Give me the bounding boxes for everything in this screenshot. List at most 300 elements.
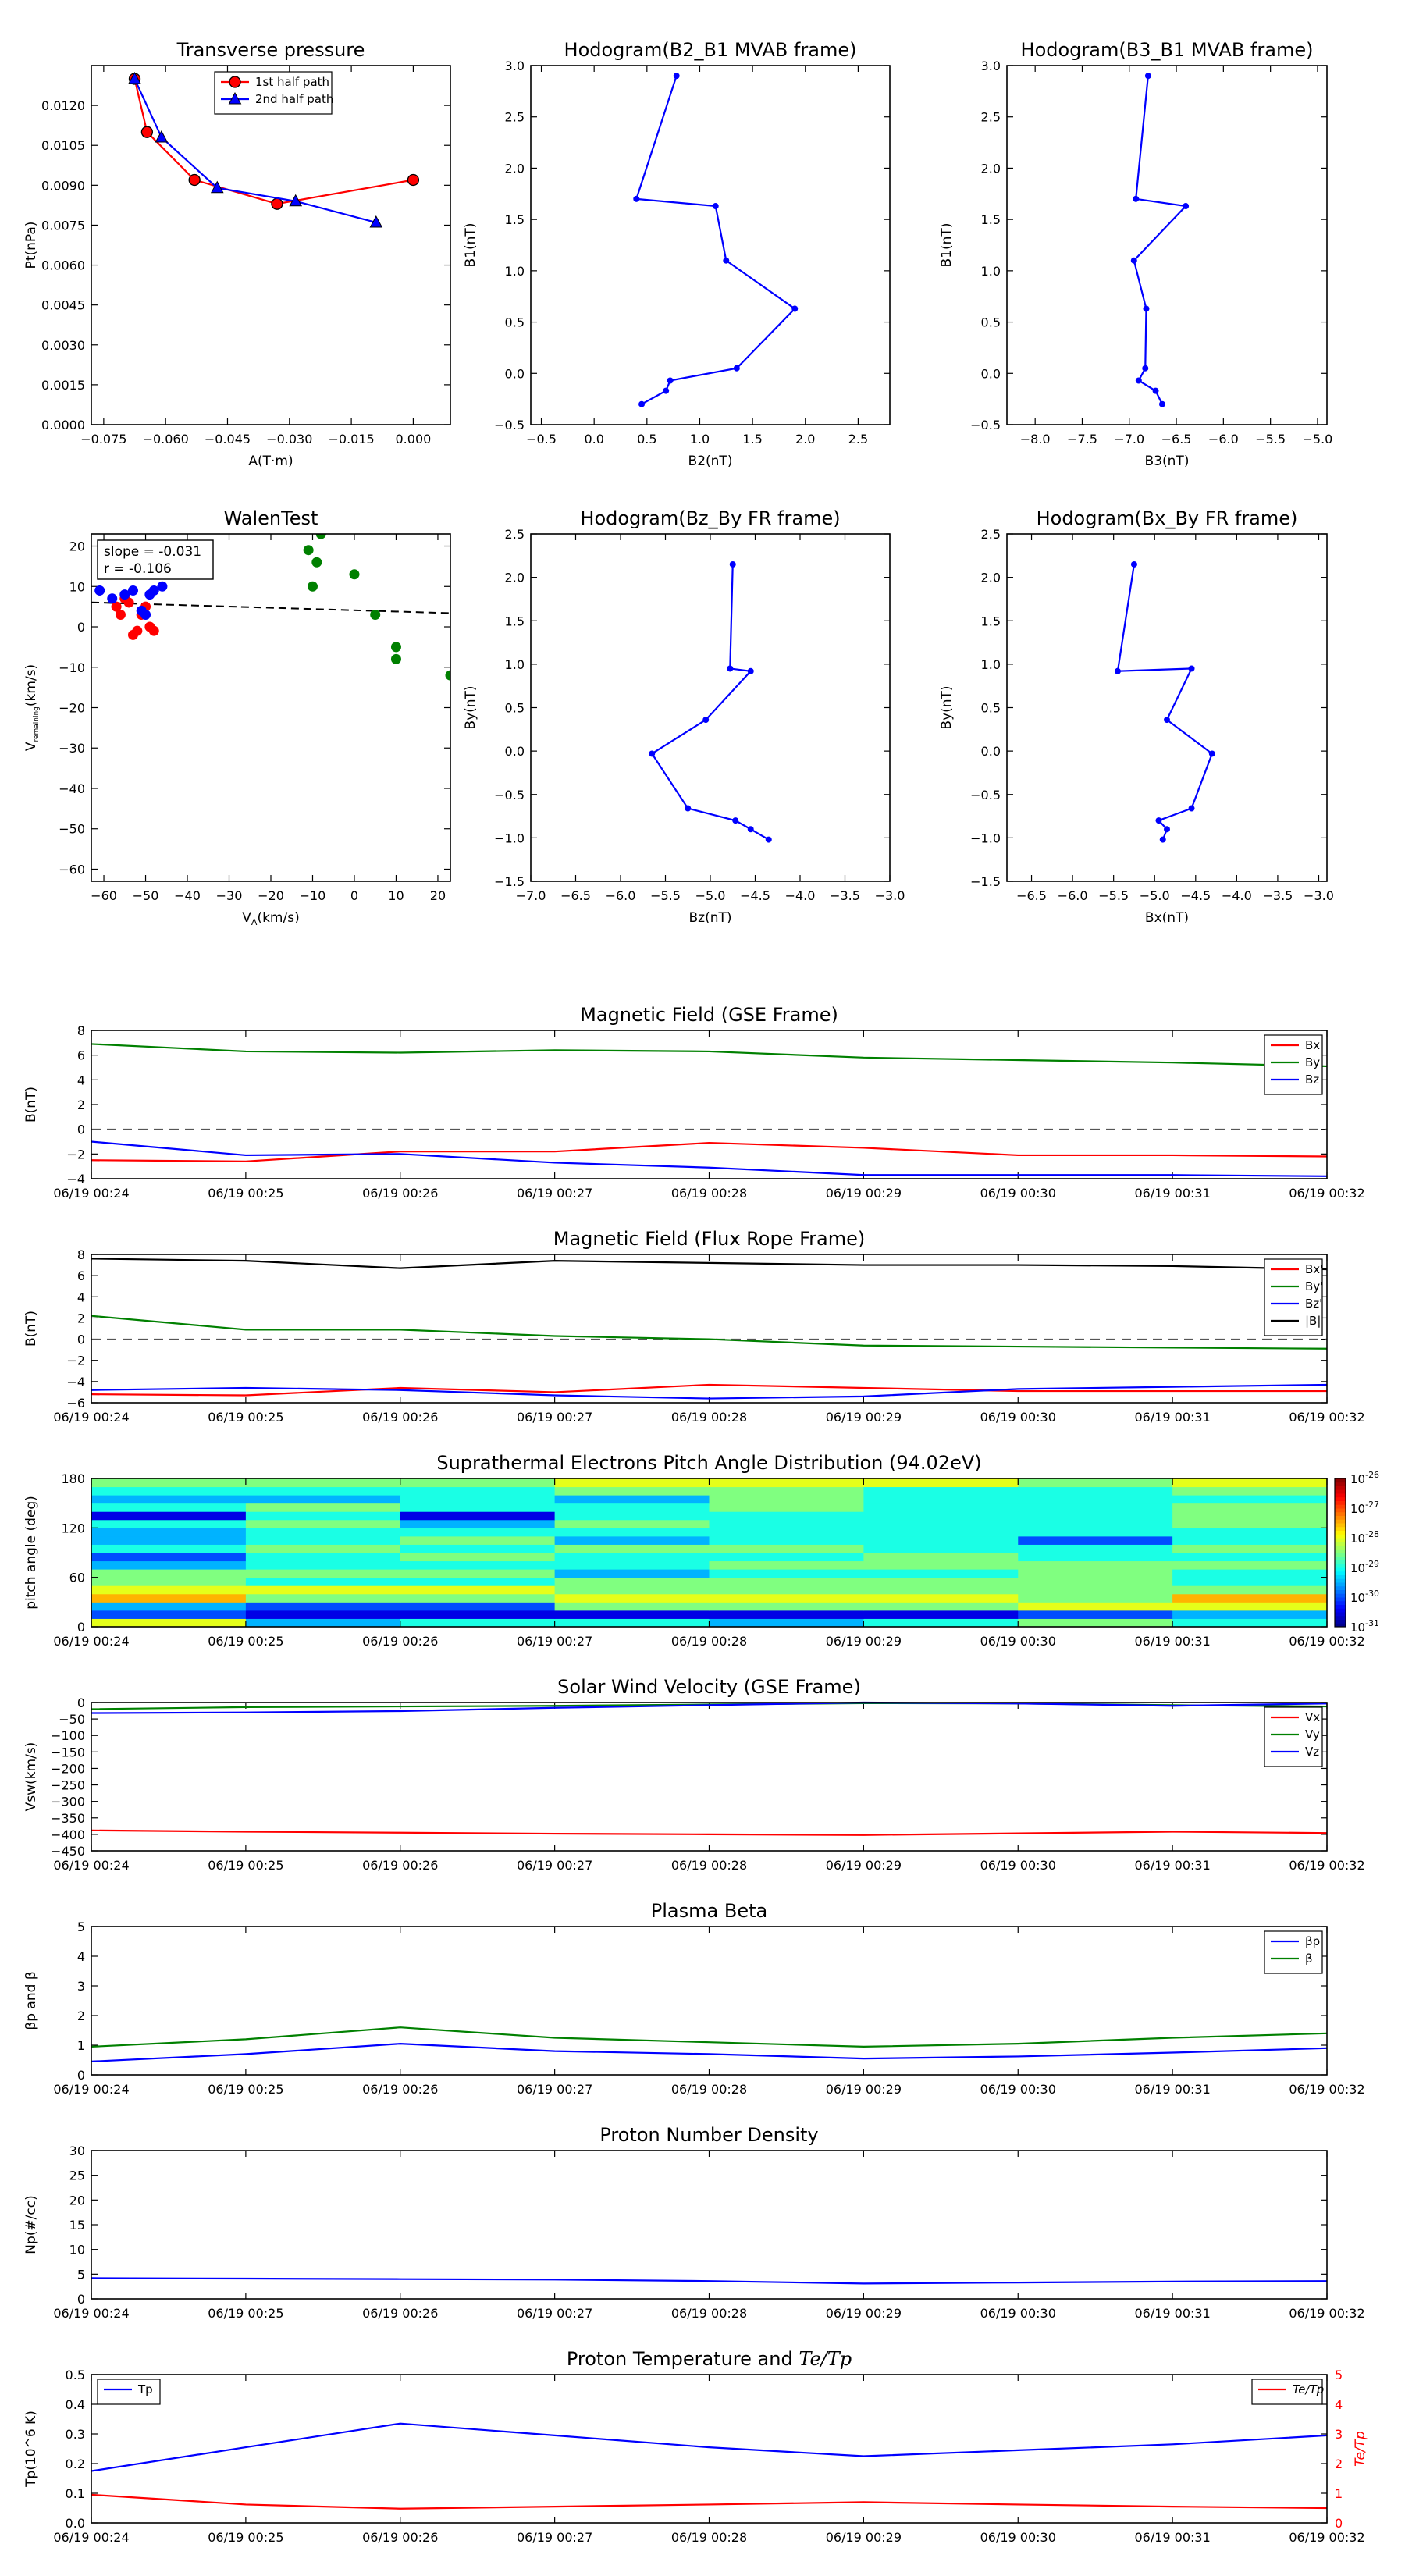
pad-title: Suprathermal Electrons Pitch Angle Distribution (94.02eV) (436, 1452, 982, 1474)
walen-data-point (370, 610, 380, 620)
vsw-ytick-label: 0 (76, 1695, 85, 1710)
h3-xtick-label: −7.0 (515, 888, 546, 903)
tp-ylabel2: Te/Tp (1353, 2431, 1368, 2467)
h4-data-point (1160, 837, 1166, 843)
h2-xtick-label: −6.0 (1208, 432, 1239, 447)
pad-colorbar-segment (1335, 1478, 1346, 1482)
pad-cell (400, 1495, 555, 1503)
walen-ytick-label: −20 (59, 700, 85, 716)
h2-ytick-label: 1.0 (980, 263, 1001, 279)
tp-xtick-label: 06/19 00:27 (516, 2530, 593, 2545)
h2-data-point (1143, 305, 1149, 311)
beta-title: Plasma Beta (650, 1900, 768, 1922)
pad-cell (863, 1610, 1018, 1619)
pad-cell (400, 1553, 555, 1561)
bgse-plot-frame (91, 1030, 1327, 1179)
pad-cell (863, 1503, 1018, 1512)
pad-cell (710, 1578, 864, 1586)
walen-data-point (308, 582, 318, 592)
tp-ytick2-label: 2 (1335, 2457, 1343, 2471)
pad-cell (863, 1602, 1018, 1610)
h4-title: Hodogram(Bx_By FR frame) (1036, 507, 1298, 529)
pad-cell (555, 1536, 710, 1545)
tp-xtick-label: 06/19 00:24 (53, 2530, 130, 2545)
vsw-xtick-label: 06/19 00:31 (1134, 1858, 1211, 1873)
h4-data-point (1164, 826, 1170, 832)
beta-legend-label: β (1305, 1952, 1313, 1966)
tp-right-legend-label: Te/Tp (1293, 2382, 1325, 2396)
h2-data-point (1131, 258, 1137, 264)
pad-cell (246, 1594, 400, 1603)
h1-xtick-label: 0.0 (584, 432, 604, 447)
pad-colorbar-segment (1335, 1557, 1346, 1560)
pad-cell (1172, 1503, 1327, 1512)
pad-cell (246, 1544, 400, 1553)
pad-cell (1172, 1610, 1327, 1619)
tp-ytick2-label: 0 (1335, 2516, 1343, 2531)
pad-ytick-label: 0 (76, 1620, 85, 1635)
pad-colorbar-label: $10^{-28}$ (1350, 1529, 1380, 1546)
bfr-ytick-label: 4 (76, 1290, 85, 1305)
pad-cell (710, 1544, 864, 1553)
pad-colorbar-segment (1335, 1590, 1346, 1594)
walen-data-point (132, 626, 142, 636)
h3-xtick-label: −4.5 (740, 888, 770, 903)
pad-cell (863, 1561, 1018, 1570)
bgse-series-line (91, 1143, 1327, 1162)
h4-ytick-label: 0.0 (980, 744, 1001, 760)
h1-ytick-label: 1.5 (504, 212, 525, 228)
vsw-chart (23, 1676, 1365, 1873)
pad-cell (1172, 1487, 1327, 1496)
h1-xtick-label: −0.5 (526, 432, 557, 447)
pad-cell (91, 1528, 246, 1536)
pad-colorbar-segment (1335, 1616, 1346, 1620)
h1-chart (463, 39, 890, 469)
pad-colorbar-segment (1335, 1534, 1346, 1538)
pad-cell (555, 1478, 710, 1487)
h4-ytick-label: 1.5 (980, 614, 1001, 629)
vsw-xtick-label: 06/19 00:32 (1289, 1858, 1365, 1873)
vsw-ytick-label: −450 (51, 1844, 85, 1859)
beta-xtick-label: 06/19 00:31 (1134, 2082, 1211, 2097)
pad-cell (710, 1610, 864, 1619)
bgse-legend-label: Bx (1305, 1038, 1321, 1052)
pad-ytick-label: 180 (61, 1471, 85, 1486)
beta-ytick-label: 4 (76, 1949, 85, 1964)
pad-colorbar-segment (1335, 1578, 1346, 1582)
pad-cell (1172, 1511, 1327, 1520)
pad-colorbar-segment (1335, 1486, 1346, 1490)
walen-xtick-label: −50 (132, 888, 159, 903)
h3-title: Hodogram(Bz_By FR frame) (580, 507, 841, 529)
pad-cell (91, 1578, 246, 1586)
pad-xtick-label: 06/19 00:28 (670, 1634, 748, 1649)
pad-cell (1172, 1585, 1327, 1594)
bgse-ytick-label: −2 (66, 1147, 85, 1162)
pad-cell (246, 1495, 400, 1503)
vsw-xtick-label: 06/19 00:26 (362, 1858, 439, 1873)
tp-ytick-label: 0.5 (65, 2368, 85, 2382)
vsw-xtick-label: 06/19 00:29 (825, 1858, 902, 1873)
pt-xtick-label: −0.045 (204, 432, 251, 447)
h3-ylabel: By(nT) (463, 685, 478, 730)
beta-ytick-label: 3 (76, 1979, 85, 1994)
h3-data-point (748, 668, 754, 674)
pad-colorbar-segment (1335, 1519, 1346, 1523)
vsw-xtick-label: 06/19 00:25 (208, 1858, 284, 1873)
bgse-xtick-label: 06/19 00:28 (670, 1186, 748, 1201)
h1-xtick-label: 1.0 (689, 432, 710, 447)
h4-ytick-label: −1.0 (970, 831, 1001, 846)
pt-legend-label: 1st half path (255, 75, 330, 89)
h4-plot-area (1115, 561, 1215, 843)
bfr-chart (23, 1228, 1365, 1425)
walen-data-point (107, 593, 117, 603)
pt-ytick-label: 0.0045 (41, 297, 85, 313)
pad-colorbar-segment (1335, 1571, 1346, 1575)
pad-cell (1172, 1478, 1327, 1487)
pad-cell (555, 1544, 710, 1553)
h1-data-point (713, 203, 719, 209)
pad-cell (1172, 1495, 1327, 1503)
pad-cell (400, 1618, 555, 1627)
h3-ytick-label: −1.0 (494, 831, 525, 846)
pt-ytick-label: 0.0075 (41, 218, 85, 233)
bfr-xtick-label: 06/19 00:26 (362, 1410, 439, 1425)
pad-cell (246, 1478, 400, 1487)
pad-cell (710, 1478, 864, 1487)
pad-colorbar-segment (1335, 1612, 1346, 1616)
pad-cell (1018, 1495, 1172, 1503)
pad-cell (1018, 1569, 1172, 1578)
h3-data-point (649, 750, 655, 756)
h4-ytick-label: 2.0 (980, 570, 1001, 585)
bfr-xtick-label: 06/19 00:29 (825, 1410, 902, 1425)
h3-ytick-label: 0.0 (504, 744, 525, 760)
pad-cell (1172, 1561, 1327, 1570)
np-title: Proton Number Density (599, 2124, 819, 2146)
h1-data-point (791, 305, 798, 311)
bfr-series-line (91, 1316, 1327, 1349)
pad-cell (246, 1520, 400, 1528)
pad-cell (863, 1495, 1018, 1503)
pad-ytick-label: 120 (61, 1521, 85, 1536)
pad-colorbar-segment (1335, 1516, 1346, 1520)
h3-data-point (685, 806, 691, 812)
pt-plot-frame (91, 66, 450, 425)
bfr-ytick-label: −4 (66, 1374, 85, 1389)
pad-cell (863, 1536, 1018, 1545)
pt-data-point (189, 175, 200, 186)
np-ylabel: Np(#/cc) (23, 2195, 39, 2254)
np-xtick-label: 06/19 00:30 (980, 2306, 1056, 2321)
h3-data-point (766, 837, 772, 843)
bfr-ytick-label: 2 (76, 1311, 85, 1326)
pad-colorbar-segment (1335, 1560, 1346, 1564)
pad-cell (1172, 1594, 1327, 1603)
h1-data-point (667, 377, 674, 383)
vsw-xtick-label: 06/19 00:27 (516, 1858, 593, 1873)
pad-xtick-label: 06/19 00:26 (362, 1634, 439, 1649)
vsw-xtick-label: 06/19 00:30 (980, 1858, 1056, 1873)
pad-cell (400, 1602, 555, 1610)
pt-ytick-label: 0.0015 (41, 377, 85, 393)
h2-ytick-label: 3.0 (980, 59, 1001, 73)
vsw-plot-frame (91, 1703, 1327, 1851)
pad-colorbar-segment (1335, 1531, 1346, 1535)
pad-colorbar-segment (1335, 1482, 1346, 1486)
vsw-ytick-label: −350 (51, 1810, 85, 1826)
h3-xtick-label: −3.5 (830, 888, 860, 903)
h4-data-point (1164, 717, 1170, 723)
h2-xtick-label: −5.0 (1302, 432, 1333, 447)
h3-xtick-label: −6.0 (605, 888, 636, 903)
pad-cell (710, 1561, 864, 1570)
pad-cell (91, 1520, 246, 1528)
pad-colorbar-segment (1335, 1549, 1346, 1553)
h4-xtick-label: −4.0 (1221, 888, 1252, 903)
h1-ylabel: B1(nT) (463, 222, 478, 268)
pad-colorbar-segment (1335, 1620, 1346, 1624)
tp-ytick-label: 0.1 (65, 2486, 85, 2501)
beta-series-line (91, 2027, 1327, 2047)
pad-colorbar-segment (1335, 1582, 1346, 1586)
pad-cell (863, 1528, 1018, 1536)
pad-colorbar-segment (1335, 1608, 1346, 1612)
pad-cell (1018, 1553, 1172, 1561)
pad-xtick-label: 06/19 00:25 (208, 1634, 284, 1649)
walen-chart (23, 507, 456, 927)
pad-cell (1018, 1478, 1172, 1487)
pad-colorbar-segment (1335, 1553, 1346, 1557)
bgse-chart (23, 1004, 1365, 1201)
pad-cell (1172, 1544, 1327, 1553)
bgse-ytick-label: 0 (76, 1122, 85, 1137)
pad-cell (1018, 1561, 1172, 1570)
pad-cell (400, 1536, 555, 1545)
pad-cell (246, 1528, 400, 1536)
h3-plot-area (649, 561, 772, 843)
tp-left-legend-label: Tp (138, 2382, 153, 2396)
pt-ytick-label: 0.0000 (41, 418, 85, 432)
pad-xtick-label: 06/19 00:31 (1134, 1634, 1211, 1649)
pt-xtick-label: −0.075 (80, 432, 127, 447)
pad-cell (555, 1578, 710, 1586)
vsw-ytick-label: −50 (59, 1712, 85, 1727)
pt-ytick-label: 0.0120 (41, 98, 85, 114)
h4-xtick-label: −5.5 (1098, 888, 1129, 903)
pad-colorbar-segment (1335, 1593, 1346, 1597)
walen-xtick-label: −30 (215, 888, 243, 903)
tp-xtick-label: 06/19 00:29 (825, 2530, 902, 2545)
pad-cell (555, 1569, 710, 1578)
pad-cell (246, 1511, 400, 1520)
pad-colorbar-segment (1335, 1527, 1346, 1531)
tp-xtick-label: 06/19 00:26 (362, 2530, 439, 2545)
h3-data-point (702, 717, 709, 723)
bfr-plot-frame (91, 1254, 1327, 1403)
bfr-xtick-label: 06/19 00:32 (1289, 1410, 1365, 1425)
h3-ytick-label: 2.5 (504, 527, 525, 542)
np-series-line (91, 2278, 1327, 2283)
np-xtick-label: 06/19 00:28 (670, 2306, 748, 2321)
pad-cell (400, 1561, 555, 1570)
pad-cell (863, 1511, 1018, 1520)
walen-ytick-label: 10 (69, 579, 85, 595)
np-xtick-label: 06/19 00:29 (825, 2306, 902, 2321)
h2-ytick-label: 1.5 (980, 212, 1001, 228)
pad-colorbar-segment (1335, 1538, 1346, 1542)
h4-series-line (1118, 564, 1212, 840)
walen-data-point (140, 610, 151, 620)
walen-ylabel: $V_{remaining}(km/s)$ (23, 664, 41, 752)
h1-ytick-label: 1.0 (504, 263, 525, 279)
pad-colorbar-segment (1335, 1567, 1346, 1571)
h4-ytick-label: 0.5 (980, 700, 1001, 716)
h3-series-line (652, 564, 769, 840)
pt-xtick-label: −0.015 (328, 432, 375, 447)
pad-cell (400, 1578, 555, 1586)
h1-title: Hodogram(B2_B1 MVAB frame) (564, 39, 857, 61)
beta-ytick-label: 5 (76, 1920, 85, 1934)
pt-legend-marker (229, 76, 240, 87)
h4-data-point (1189, 665, 1195, 671)
pad-colorbar-segment (1335, 1564, 1346, 1567)
pad-colorbar-label: $10^{-26}$ (1350, 1470, 1380, 1486)
h3-xtick-label: −5.0 (695, 888, 726, 903)
bfr-ylabel: B(nT) (23, 1310, 39, 1347)
h3-plot-frame (531, 534, 890, 881)
pt-ytick-label: 0.0090 (41, 178, 85, 194)
tp-xtick-label: 06/19 00:32 (1289, 2530, 1365, 2545)
h4-xtick-label: −6.5 (1016, 888, 1047, 903)
beta-xtick-label: 06/19 00:25 (208, 2082, 284, 2097)
walen-data-point (304, 545, 314, 555)
np-xtick-label: 06/19 00:25 (208, 2306, 284, 2321)
h2-ytick-label: 2.5 (980, 109, 1001, 125)
bgse-xtick-label: 06/19 00:30 (980, 1186, 1056, 1201)
pad-cell (555, 1520, 710, 1528)
beta-series-line (91, 2044, 1327, 2062)
pad-cell (246, 1602, 400, 1610)
walen-xtick-label: 0 (350, 888, 359, 903)
pad-cell (246, 1578, 400, 1586)
bfr-title: Magnetic Field (Flux Rope Frame) (553, 1228, 866, 1250)
bfr-xtick-label: 06/19 00:31 (1134, 1410, 1211, 1425)
pad-cell (91, 1495, 246, 1503)
tp-plot-frame (91, 2375, 1327, 2523)
bfr-legend-label: Bx' (1305, 1262, 1324, 1276)
tp-xtick-label: 06/19 00:31 (1134, 2530, 1211, 2545)
h2-series-line (1134, 76, 1186, 404)
pad-cell (246, 1487, 400, 1496)
pad-cell (710, 1602, 864, 1610)
np-chart (23, 2124, 1365, 2321)
pad-cell (400, 1511, 555, 1520)
pad-cell (1172, 1553, 1327, 1561)
pad-cell (1018, 1511, 1172, 1520)
h3-xtick-label: −4.0 (784, 888, 816, 903)
bfr-legend-label: Bz' (1305, 1297, 1323, 1311)
pad-cell (246, 1553, 400, 1561)
bgse-xtick-label: 06/19 00:26 (362, 1186, 439, 1201)
tp-ytick-label: 0.4 (65, 2397, 85, 2412)
pad-colorbar-label: $10^{-29}$ (1350, 1559, 1380, 1575)
h3-ytick-label: −1.5 (494, 874, 525, 889)
pad-cell (91, 1487, 246, 1496)
walen-ytick-label: 0 (76, 620, 85, 635)
np-ytick-label: 20 (69, 2193, 85, 2208)
bfr-xtick-label: 06/19 00:28 (670, 1410, 748, 1425)
pad-cell (710, 1618, 864, 1627)
pad-colorbar-segment (1335, 1601, 1346, 1605)
h4-xlabel: Bx(nT) (1144, 910, 1190, 926)
h2-data-point (1133, 196, 1139, 202)
h1-xtick-label: 2.5 (848, 432, 869, 447)
pad-cell (863, 1553, 1018, 1561)
h1-ytick-label: −0.5 (494, 418, 525, 432)
pad-cell (246, 1618, 400, 1627)
beta-xtick-label: 06/19 00:27 (516, 2082, 593, 2097)
h3-ytick-label: 1.5 (504, 614, 525, 629)
h4-xtick-label: −3.0 (1304, 888, 1334, 903)
bfr-ytick-label: 6 (76, 1268, 85, 1284)
pad-cell (710, 1553, 864, 1561)
tp-xtick-label: 06/19 00:30 (980, 2530, 1056, 2545)
pad-cell (1172, 1569, 1327, 1578)
beta-ytick-label: 2 (76, 2008, 85, 2023)
walen-data-point (116, 610, 126, 620)
pad-colorbar-segment (1335, 1504, 1346, 1508)
pt-data-point (272, 198, 283, 209)
pad-chart (23, 1452, 1379, 1649)
h1-xlabel: B2(nT) (688, 454, 733, 469)
pt-data-point (155, 131, 167, 142)
beta-xtick-label: 06/19 00:26 (362, 2082, 439, 2097)
bfr-xtick-label: 06/19 00:25 (208, 1410, 284, 1425)
pad-cell (91, 1511, 246, 1520)
pad-cell (1018, 1594, 1172, 1603)
np-ytick-label: 0 (76, 2292, 85, 2307)
pad-cell (1018, 1503, 1172, 1512)
h4-ytick-label: 2.5 (980, 527, 1001, 542)
bgse-ylabel: B(nT) (23, 1086, 39, 1123)
pad-cell (91, 1561, 246, 1570)
np-xtick-label: 06/19 00:32 (1289, 2306, 1365, 2321)
pad-cell (710, 1511, 864, 1520)
pad-cell (710, 1569, 864, 1578)
h2-chart (939, 39, 1332, 469)
walen-xtick-label: −40 (174, 888, 201, 903)
pad-colorbar-segment (1335, 1493, 1346, 1497)
np-plot-frame (91, 2151, 1327, 2299)
bgse-ytick-label: 8 (76, 1023, 85, 1038)
h2-ytick-label: 2.0 (980, 161, 1001, 176)
tp-chart (23, 2348, 1368, 2545)
tp-ytick-label: 0.0 (65, 2516, 85, 2531)
pad-cell (555, 1528, 710, 1536)
bgse-xtick-label: 06/19 00:31 (1134, 1186, 1211, 1201)
h3-data-point (730, 561, 736, 568)
vsw-ytick-label: −300 (51, 1794, 85, 1809)
walen-xlabel: $V_A(km/s)$ (242, 910, 300, 927)
pad-cell (710, 1495, 864, 1503)
beta-ytick-label: 0 (76, 2068, 85, 2083)
vsw-xtick-label: 06/19 00:28 (670, 1858, 748, 1873)
h1-data-point (723, 258, 729, 264)
tp-ytick2-label: 5 (1335, 2368, 1343, 2382)
